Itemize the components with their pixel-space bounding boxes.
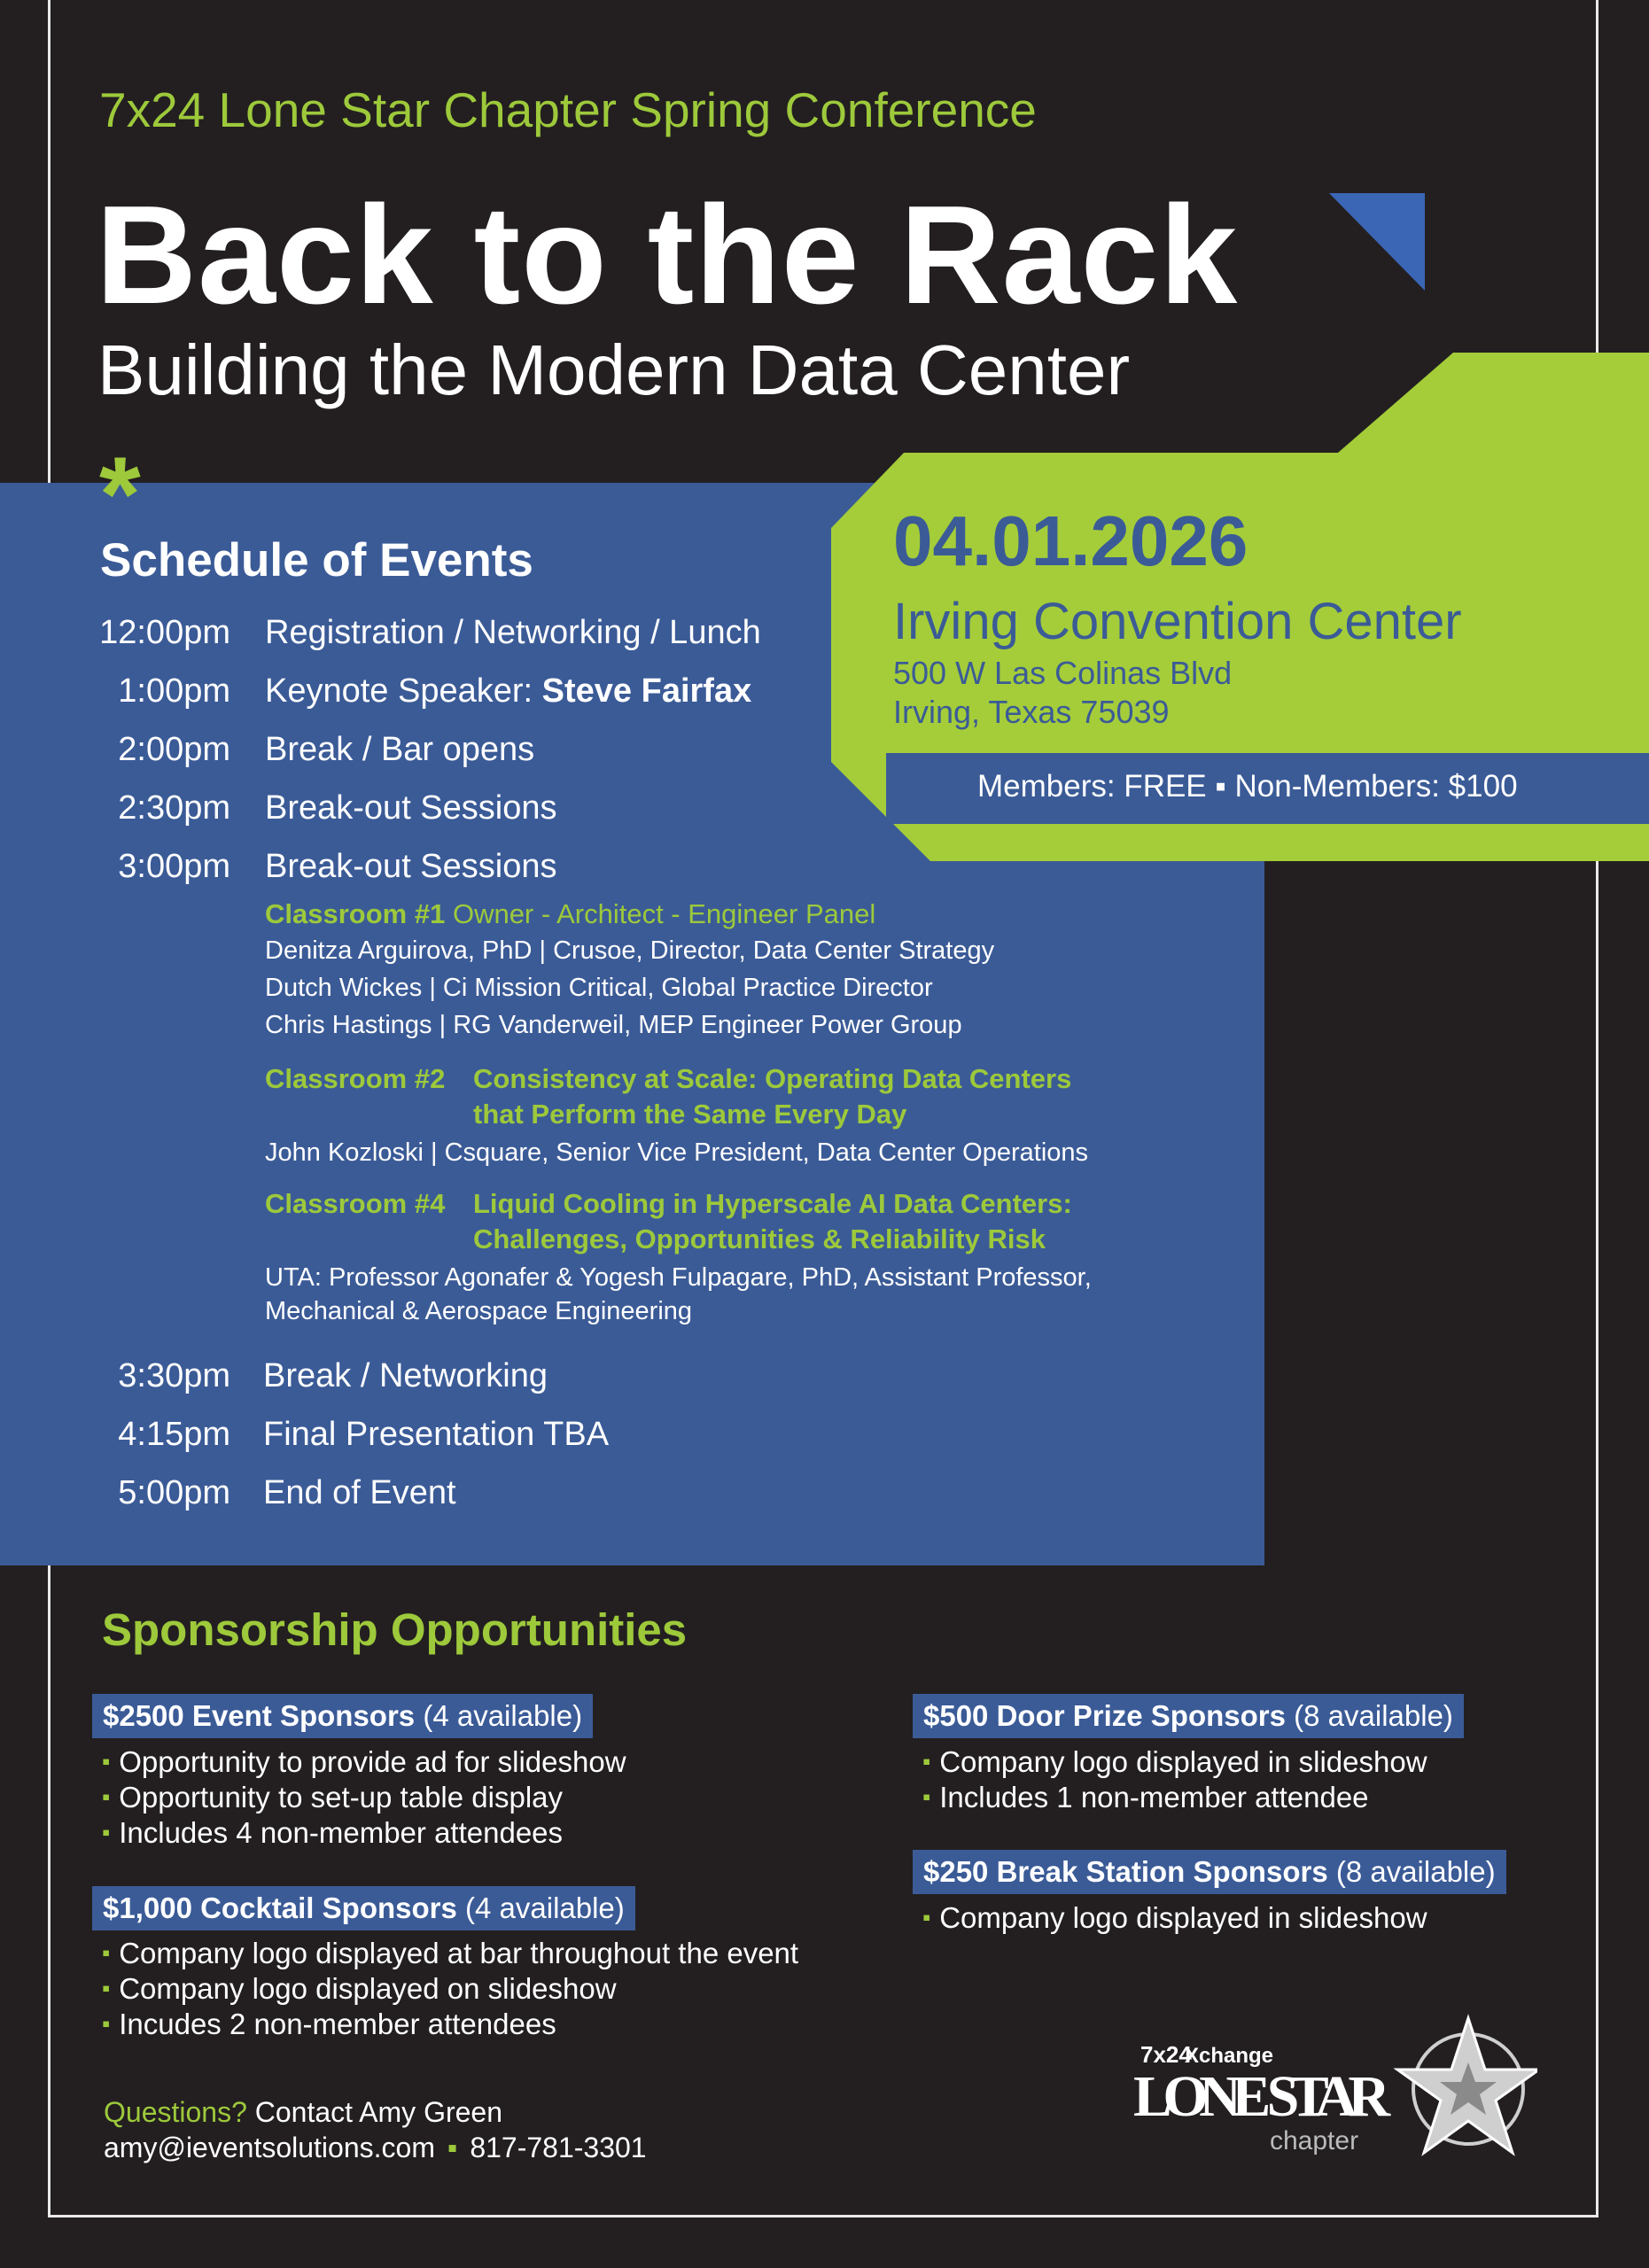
list-item: ▪ Opportunity to provide ad for slideshow <box>102 1745 626 1778</box>
schedule-time: 3:00pm <box>118 848 230 885</box>
schedule-time: 1:00pm <box>118 672 230 710</box>
sponsorship-heading: Sponsorship Opportunities <box>102 1604 688 1655</box>
list-item: ▪ Incudes 2 non-member attendees <box>102 2008 556 2040</box>
schedule-label: Final Presentation TBA <box>263 1416 610 1453</box>
star-icon <box>1397 2018 1537 2153</box>
conference-series: 7x24 Lone Star Chapter Spring Conference <box>99 82 1037 137</box>
event-address: 500 W Las Colinas Blvd Irving, Texas 75039 <box>893 655 1233 730</box>
sponsor-tier-door-prize: $500 Door Prize Sponsors (8 available) <box>913 1694 1464 1738</box>
classroom-1-title: Classroom #1 Owner - Architect - Engineer Panel <box>265 898 876 929</box>
logo-7x24: 7x24 <box>1140 2041 1192 2068</box>
list-item: ▪ Company logo displayed on slideshow <box>102 1972 617 2005</box>
classroom-4-speakers: UTA: Professor Agonafer & Yogesh Fulpagare, PhD, Assistant Professor, Mechanical & Aerospace Engineering <box>265 1263 1092 1325</box>
classroom-2-speakers: John Kozloski | Csquare, Senior Vice President, Data Center Operations <box>265 1138 1089 1167</box>
schedule-label: Break / Networking <box>263 1357 548 1394</box>
asterisk-icon: * <box>99 435 141 554</box>
sponsor-tier-cocktail: $1,000 Cocktail Sponsors (4 available) <box>92 1886 635 1930</box>
schedule-time: 12:00pm <box>99 614 230 651</box>
lone-star-chapter-logo <box>1130 2011 1537 2162</box>
list-item: ▪ Company logo displayed in slideshow <box>922 1745 1427 1778</box>
schedule-label: Break / Bar opens <box>265 731 535 768</box>
pricing-text: Members: FREE ▪ Non-Members: $100 <box>977 769 1518 804</box>
classroom-4-topic: Liquid Cooling in Hyperscale AI Data Centers: Challenges, Opportunities & Reliability Risk <box>473 1188 1072 1254</box>
page-subtitle: Building the Modern Data Center <box>97 330 1131 409</box>
schedule-time: 4:15pm <box>118 1416 230 1453</box>
schedule-label: Keynote Speaker: Steve Fairfax <box>265 672 752 710</box>
list-item: ▪ Includes 4 non-member attendees <box>102 1816 564 1849</box>
sponsor-tier-event: $2500 Event Sponsors (4 available) <box>92 1694 593 1738</box>
list-item: ▪ Includes 1 non-member attendee <box>922 1781 1369 1814</box>
schedule-time: 2:00pm <box>118 731 230 768</box>
keynote-speaker: Steve Fairfax <box>541 672 752 710</box>
classroom-2-room: Classroom #2 <box>265 1063 446 1094</box>
contact-details: amy@ieventsolutions.com ▪ 817-781-3301 <box>104 2132 647 2163</box>
logo-lone-star: LONE STAR <box>1133 2064 1390 2129</box>
contact-phone[interactable]: 817-781-3301 <box>470 2132 647 2163</box>
schedule-time: 5:00pm <box>118 1474 230 1511</box>
schedule-time: 2:30pm <box>118 789 230 827</box>
logo-xchange: Xchange <box>1185 2044 1274 2068</box>
schedule-label: Break-out Sessions <box>265 848 557 885</box>
list-item: ▪ Opportunity to set-up table display <box>102 1781 564 1814</box>
event-date: 04.01.2026 <box>893 501 1248 580</box>
list-item: ▪ Company logo displayed at bar throughout the event <box>102 1937 799 1969</box>
schedule-label: Break-out Sessions <box>265 789 557 827</box>
logo-chapter: chapter <box>1270 2126 1359 2155</box>
schedule-heading: Schedule of Events <box>100 534 533 586</box>
page-title: Back to the Rack <box>96 177 1239 333</box>
classroom-2-topic: Consistency at Scale: Operating Data Centers that Perform the Same Every Day <box>473 1063 1072 1130</box>
event-venue: Irving Convention Center <box>893 593 1462 650</box>
schedule-label: End of Event <box>263 1474 456 1511</box>
sponsor-tier-break-station: $250 Break Station Sponsors (8 available) <box>913 1850 1506 1894</box>
classroom-4-room: Classroom #4 <box>265 1188 446 1219</box>
list-item: ▪ Company logo displayed in slideshow <box>922 1901 1427 1934</box>
schedule-label: Registration / Networking / Lunch <box>265 614 761 651</box>
contact-email[interactable]: amy@ieventsolutions.com <box>104 2132 435 2163</box>
classroom-1-speakers: Denitza Arguirova, PhD | Crusoe, Director, Data Center Strategy Dutch Wickes | Ci Mission Critical, Global Practice Director Chris Hastings | RG Vanderweil, MEP Engineer Power Group <box>265 936 995 1039</box>
schedule-time: 3:30pm <box>118 1357 230 1394</box>
contact-question: Questions? Contact Amy Green <box>104 2096 502 2128</box>
